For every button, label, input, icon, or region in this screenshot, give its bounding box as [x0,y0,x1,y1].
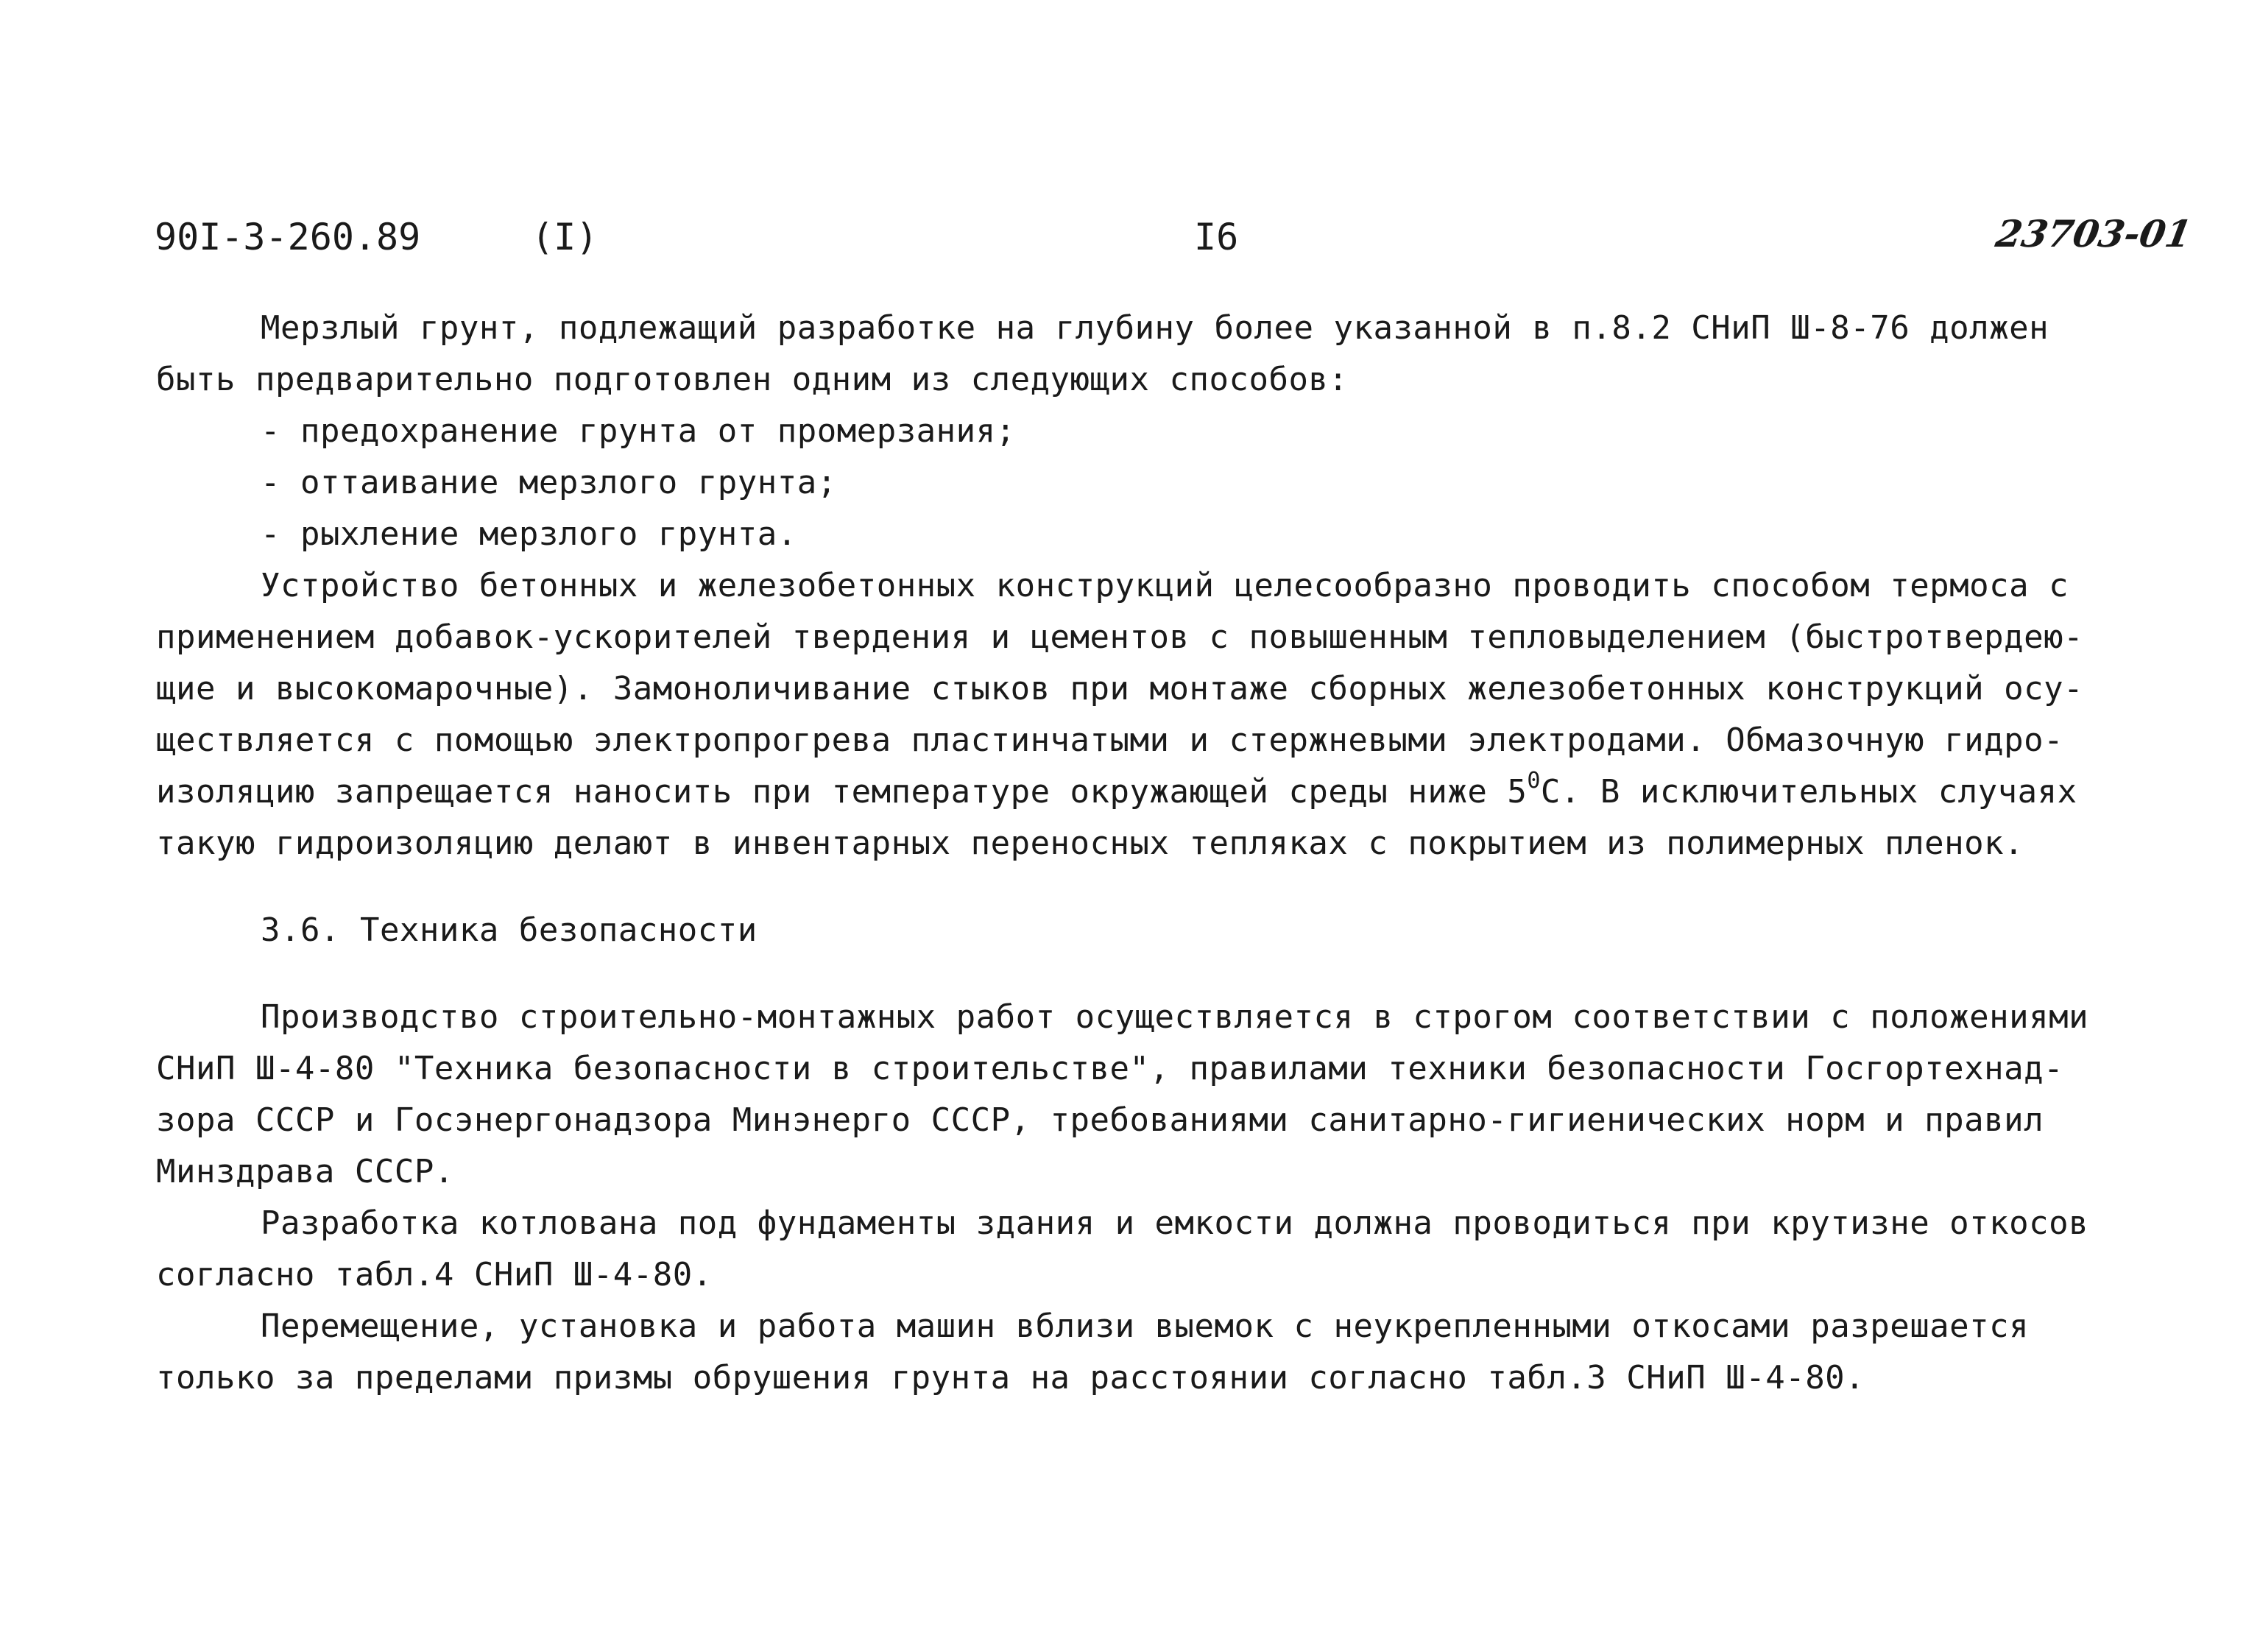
para3-line3: зора СССР и Госэнергонадзора Минэнерго СССР, требованиями санитарно-гигиенических норм и правил [156,1101,2044,1139]
para2-line5-text-b: С. В исключительных случаях [1540,773,2077,811]
para5-line2: только за пределами призмы обрушения грунта на расстоянии согласно табл.3 СНиП Ш-4-80. [156,1359,1865,1397]
archive-number: 23703-01 [1992,212,2195,255]
document-code: 90I-3-260.89 [155,216,421,258]
para2-line3: щие и высокомарочные). Замоноличивание стыков при монтаже сборных железобетонных конструкций осу- [156,670,2084,707]
para2-line5 [156,768,2077,811]
page-number: I6 [1194,216,1239,258]
para1-line2: быть предварительно подготовлен одним из следующих способов: [156,361,1349,398]
para1-item2: - оттаивание мерзлого грунта; [261,464,837,501]
para4-line1: Разработка котлована под фундаменты здания и емкости должна проводиться при крутизне откосов [261,1204,2089,1242]
para2-line1: Устройство бетонных и железобетонных конструкций целесообразно проводить способом термоса с [261,567,2069,604]
para4-line2: согласно табл.4 СНиП Ш-4-80. [156,1256,713,1293]
para3-line4: Минздрава СССР. [156,1153,454,1190]
para2-line6: такую гидроизоляцию делают в инвентарных переносных тепляках с покрытием из полимерных пленок. [156,825,2024,862]
para1-line1: Мерзлый грунт, подлежащий разработке на глубину более указанной в п.8.2 СНиП Ш-8-76 должен [261,309,2049,347]
para2-line4: ществляется с помощью электропрогрева пластинчатыми и стержневыми электродами. Обмазочную гидро- [156,721,2064,759]
para2-line2: применением добавок-ускорителей твердения и цементов с повышенным тепловыделением (быстротвердею- [156,618,2084,656]
para1-item1: - предохранение грунта от промерзания; [261,412,1016,450]
para3-line2: СНиП Ш-4-80 "Техника безопасности в строительстве", правилами техники безопасности Госгортехнад- [156,1050,2064,1087]
document-part: (I) [532,216,598,258]
para5-line1: Перемещение, установка и работа машин вблизи выемок с неукрепленными откосами разрешается [261,1307,2030,1345]
degree-superscript: 0 [1527,768,1541,794]
para3-line1: Производство строительно-монтажных работ осуществляется в строгом соответствии с положениями [261,998,2089,1036]
section-heading: 3.6. Техника безопасности [261,911,758,949]
para1-item3: - рыхление мерзлого грунта. [261,515,797,553]
para2-line5-text-a: изоляцию запрещается наносить при температуре окружающей среды ниже 5 [156,773,1528,811]
